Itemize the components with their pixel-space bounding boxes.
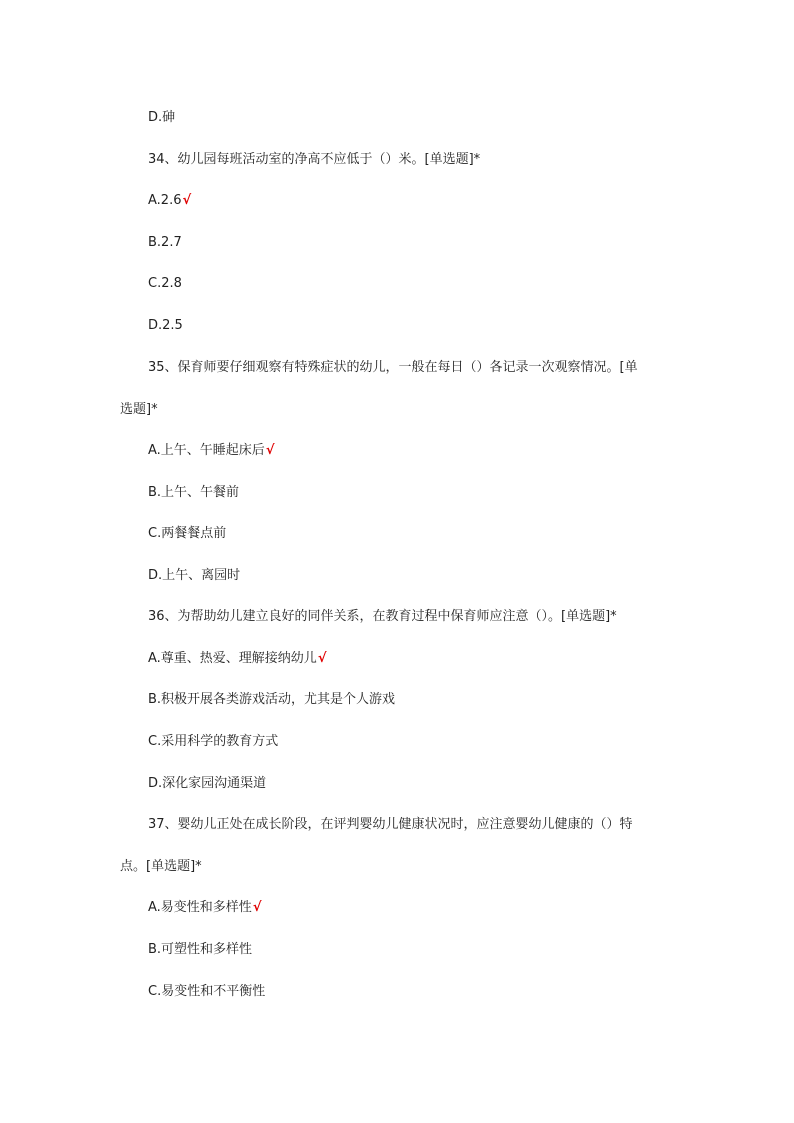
q36-option-a: A.尊重、热爱、理解接纳幼儿√: [148, 651, 327, 666]
q36-option-d: D.深化家园沟通渠道: [148, 776, 267, 791]
correct-check-icon: √: [317, 651, 327, 666]
q33-option-d: D.砷: [148, 110, 176, 125]
q35-option-d: D.上午、离园时: [148, 568, 241, 583]
q37-option-b: B.可塑性和多样性: [148, 942, 253, 957]
q36-option-c: C.采用科学的教育方式: [148, 734, 279, 749]
q37-question: 37、婴幼儿正处在成长阶段，在评判婴幼儿健康状况时，应注意婴幼儿健康的（）特: [148, 817, 633, 832]
q35-question: 35、保育师要仔细观察有特殊症状的幼儿，一般在每日（）各记录一次观察情况。[单: [148, 360, 638, 375]
q35-option-b: B.上午、午餐前: [148, 485, 240, 500]
q35-option-a: A.上午、午睡起床后√: [148, 443, 275, 458]
q34-option-b: B.2.7: [148, 235, 182, 250]
q35-option-c: C.两餐餐点前: [148, 526, 227, 541]
q37-question-continued: 点。[单选题]*: [120, 859, 202, 874]
q36-question: 36、为帮助幼儿建立良好的同伴关系，在教育过程中保育师应注意（）。[单选题]*: [148, 609, 617, 624]
q36-option-b: B.积极开展各类游戏活动，尤其是个人游戏: [148, 692, 396, 707]
correct-check-icon: √: [182, 193, 192, 208]
q37-option-c: C.易变性和不平衡性: [148, 984, 266, 999]
q34-option-a: A.2.6√: [148, 193, 192, 208]
correct-check-icon: √: [265, 443, 275, 458]
q34-question: 34、幼儿园每班活动室的净高不应低于（）米。[单选题]*: [148, 152, 481, 167]
q35-question-continued: 选题]*: [120, 402, 158, 417]
correct-check-icon: √: [252, 900, 262, 915]
q34-option-c: C.2.8: [148, 276, 182, 291]
q37-option-a: A.易变性和多样性√: [148, 900, 262, 915]
q34-option-d: D.2.5: [148, 318, 183, 333]
